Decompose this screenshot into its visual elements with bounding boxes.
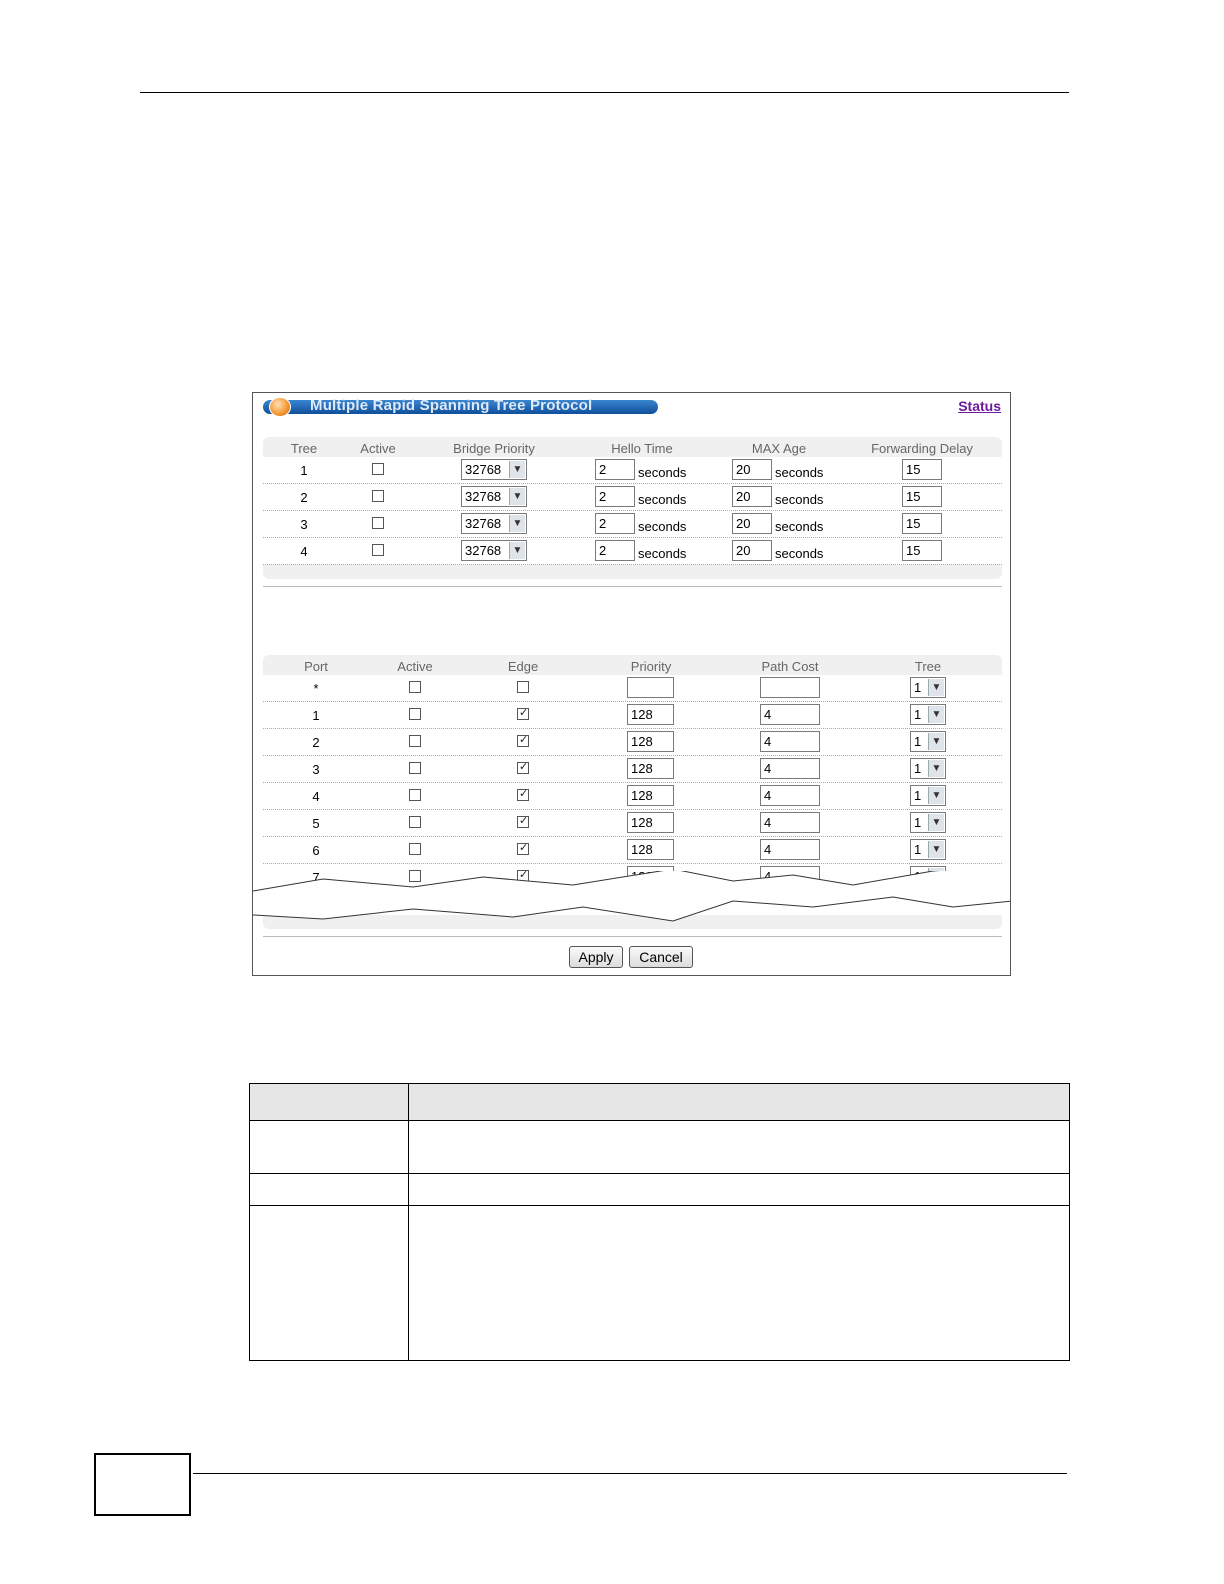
bridge-priority-select[interactable] — [461, 540, 527, 561]
forwarding-delay-input[interactable]: 15 — [902, 513, 942, 534]
port-edge-checkbox[interactable] — [517, 735, 529, 747]
status-link[interactable]: Status — [958, 398, 1001, 414]
bridge-priority-value: 32768 — [465, 462, 502, 477]
max-age-input[interactable]: 20 — [732, 540, 772, 561]
table-cell — [250, 1206, 409, 1361]
table-row — [263, 702, 1002, 729]
path-cost-input[interactable]: 4 — [760, 731, 820, 752]
table-row — [250, 1206, 1070, 1361]
forwarding-delay-input[interactable]: 15 — [902, 486, 942, 507]
chevron-down-icon: ▼ — [509, 488, 525, 505]
path-cost-input[interactable]: 4 — [760, 839, 820, 860]
tree-active-checkbox[interactable] — [372, 544, 384, 556]
path-cost-input[interactable]: 4 — [760, 785, 820, 806]
chevron-down-icon: ▼ — [509, 515, 525, 532]
max-age-unit: seconds — [775, 465, 824, 480]
port-edge-checkbox[interactable] — [517, 789, 529, 801]
port-id: 5 — [312, 816, 320, 831]
port-active-checkbox[interactable] — [409, 789, 421, 801]
port-tree-select[interactable] — [910, 812, 946, 833]
col-bridge-priority: Bridge Priority — [453, 441, 535, 456]
chevron-down-icon: ▼ — [928, 679, 944, 696]
table-row — [263, 729, 1002, 756]
header-cell — [409, 1084, 1070, 1121]
table-row — [263, 538, 1002, 565]
col-priority: Priority — [630, 659, 672, 674]
bridge-priority-select[interactable] — [461, 486, 527, 507]
hello-time-input[interactable]: 2 — [595, 513, 635, 534]
chevron-down-icon: ▼ — [928, 814, 944, 831]
tree-id: 4 — [300, 544, 308, 559]
tree-active-checkbox[interactable] — [372, 490, 384, 502]
page-number-box — [94, 1453, 191, 1516]
port-active-checkbox[interactable] — [409, 843, 421, 855]
port-active-checkbox[interactable] — [409, 708, 421, 720]
max-age-unit: seconds — [775, 519, 824, 534]
divider — [263, 936, 1002, 937]
apply-button[interactable]: Apply — [569, 946, 623, 968]
table-row — [263, 675, 1002, 702]
table-row — [263, 810, 1002, 837]
hello-time-unit: seconds — [638, 465, 687, 480]
table-cell — [250, 1174, 409, 1206]
port-priority-input[interactable]: 128 — [627, 758, 674, 779]
bridge-priority-select[interactable] — [461, 459, 527, 480]
title-orb-icon — [269, 397, 291, 417]
port-id: 4 — [312, 789, 320, 804]
chevron-down-icon: ▼ — [509, 542, 525, 559]
port-tree-value: 1 — [914, 680, 922, 695]
port-edge-checkbox[interactable] — [517, 708, 529, 720]
path-cost-input[interactable]: 4 — [760, 704, 820, 725]
bridge-priority-value: 32768 — [465, 489, 502, 504]
col-forwarding-delay: Forwarding Delay — [871, 441, 973, 456]
bridge-priority-value: 32768 — [465, 543, 502, 558]
port-tree-select[interactable] — [910, 677, 946, 698]
table-row — [250, 1121, 1070, 1174]
port-tree-value: 1 — [914, 707, 922, 722]
col-max-age: MAX Age — [751, 441, 807, 456]
header-cell — [250, 1084, 409, 1121]
chevron-down-icon: ▼ — [928, 787, 944, 804]
col-path-cost: Path Cost — [761, 659, 819, 674]
tree-table-header — [263, 437, 1002, 457]
footer-rule — [193, 1473, 1067, 1474]
port-id: 2 — [312, 735, 320, 750]
port-tree-select[interactable] — [910, 785, 946, 806]
port-priority-input[interactable]: 128 — [627, 812, 674, 833]
port-edge-checkbox[interactable] — [517, 816, 529, 828]
tree-id: 2 — [300, 490, 308, 505]
max-age-input[interactable]: 20 — [732, 513, 772, 534]
port-priority-input[interactable]: 128 — [627, 839, 674, 860]
port-id: 6 — [312, 843, 320, 858]
col-tree: Tree — [914, 659, 942, 674]
col-active: Active — [360, 441, 396, 456]
chevron-down-icon: ▼ — [928, 706, 944, 723]
divider — [263, 586, 1002, 587]
table-row — [263, 484, 1002, 511]
port-id: 7 — [312, 870, 320, 885]
table-cell — [409, 1206, 1070, 1361]
port-active-checkbox[interactable] — [409, 681, 421, 693]
header-rule — [140, 92, 1069, 93]
port-active-checkbox[interactable] — [409, 816, 421, 828]
table-row — [263, 783, 1002, 810]
port-tree-select[interactable] — [910, 731, 946, 752]
port-tree-select[interactable] — [910, 758, 946, 779]
col-hello-time: Hello Time — [611, 441, 673, 456]
hello-time-input[interactable]: 2 — [595, 486, 635, 507]
hello-time-input[interactable]: 2 — [595, 540, 635, 561]
max-age-input[interactable]: 20 — [732, 459, 772, 480]
hello-time-input[interactable]: 2 — [595, 459, 635, 480]
table-header-row — [250, 1084, 1070, 1121]
port-id: * — [313, 681, 319, 696]
port-id: 1 — [312, 708, 320, 723]
path-cost-input[interactable] — [760, 677, 820, 698]
hello-time-unit: seconds — [638, 492, 687, 507]
forwarding-delay-input[interactable]: 15 — [902, 540, 942, 561]
table-row — [263, 457, 1002, 484]
port-tree-select[interactable] — [910, 704, 946, 725]
col-edge: Edge — [507, 659, 539, 674]
port-edge-checkbox[interactable] — [517, 681, 529, 693]
torn-edge-break — [253, 871, 1011, 931]
table-row — [263, 511, 1002, 538]
chevron-down-icon: ▼ — [928, 841, 944, 858]
chevron-down-icon: ▼ — [509, 461, 525, 478]
tree-id: 3 — [300, 517, 308, 532]
max-age-input[interactable]: 20 — [732, 486, 772, 507]
bridge-priority-value: 32768 — [465, 516, 502, 531]
port-priority-input[interactable] — [627, 677, 674, 698]
port-tree-value: 1 — [914, 734, 922, 749]
port-edge-checkbox[interactable] — [517, 762, 529, 774]
chevron-down-icon: ▼ — [928, 733, 944, 750]
path-cost-input[interactable]: 4 — [760, 758, 820, 779]
max-age-unit: seconds — [775, 546, 824, 561]
port-active-checkbox[interactable] — [409, 735, 421, 747]
port-tree-value: 1 — [914, 842, 922, 857]
table-row — [250, 1174, 1070, 1206]
table-row — [263, 756, 1002, 783]
tree-table-body — [263, 457, 1002, 565]
cancel-button[interactable]: Cancel — [629, 946, 693, 968]
table-cell — [250, 1121, 409, 1174]
port-priority-input[interactable]: 128 — [627, 785, 674, 806]
bridge-priority-select[interactable] — [461, 513, 527, 534]
hello-time-unit: seconds — [638, 546, 687, 561]
chevron-down-icon: ▼ — [928, 760, 944, 777]
table-row — [263, 837, 1002, 864]
forwarding-delay-input[interactable]: 15 — [902, 459, 942, 480]
tree-active-checkbox[interactable] — [372, 517, 384, 529]
tree-table — [263, 437, 1002, 579]
path-cost-input[interactable]: 4 — [760, 866, 820, 887]
col-active: Active — [397, 659, 433, 674]
port-active-checkbox[interactable] — [409, 762, 421, 774]
page-title: Multiple Rapid Spanning Tree Protocol — [310, 397, 593, 414]
path-cost-input[interactable]: 4 — [760, 812, 820, 833]
port-tree-value: 1 — [914, 815, 922, 830]
hello-time-unit: seconds — [638, 519, 687, 534]
col-tree: Tree — [290, 441, 318, 456]
table-cell — [409, 1121, 1070, 1174]
field-description-table — [249, 1083, 1070, 1361]
port-priority-input[interactable]: 128 — [627, 731, 674, 752]
port-tree-select[interactable] — [910, 839, 946, 860]
table-cell — [409, 1174, 1070, 1206]
col-port: Port — [304, 659, 328, 674]
port-tree-value: 1 — [914, 788, 922, 803]
mrstp-screenshot — [252, 392, 1011, 976]
port-edge-checkbox[interactable] — [517, 843, 529, 855]
port-tree-value: 1 — [914, 761, 922, 776]
port-priority-input[interactable]: 128 — [627, 704, 674, 725]
max-age-unit: seconds — [775, 492, 824, 507]
tree-id: 1 — [300, 463, 308, 478]
port-table-header — [263, 655, 1002, 675]
tree-active-checkbox[interactable] — [372, 463, 384, 475]
port-id: 3 — [312, 762, 320, 777]
